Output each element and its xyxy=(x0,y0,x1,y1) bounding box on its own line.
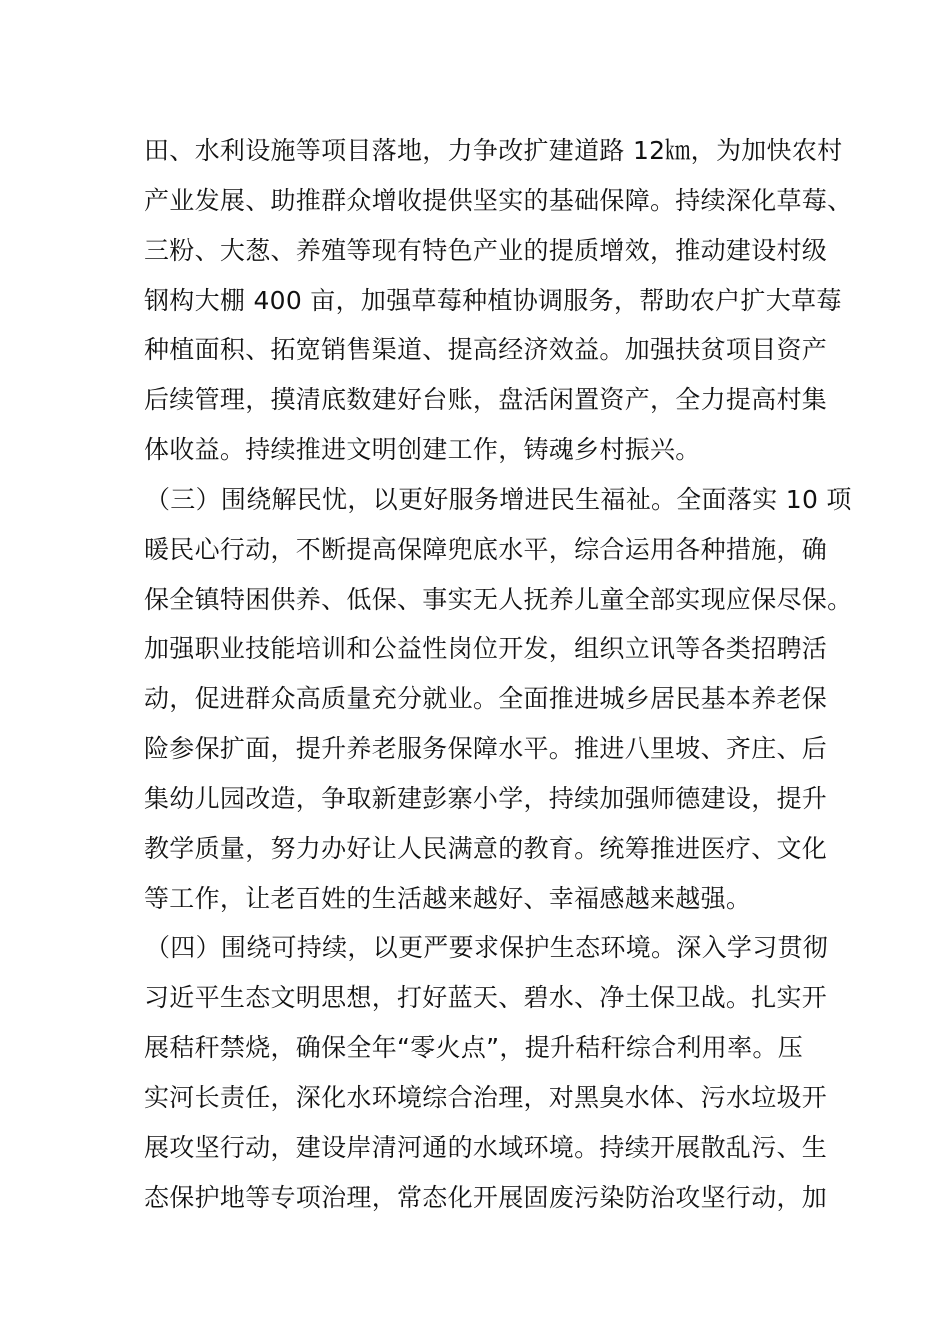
text-line: 动，促进群众高质量充分就业。全面推进城乡居民基本养老保 xyxy=(144,684,828,713)
section-heading-line: （四）围绕可持续，以更严要求保护生态环境。深入学习贯彻 xyxy=(145,933,829,962)
text-line: 展攻坚行动，建设岸清河通的水域环境。持续开展散乱污、生 xyxy=(144,1133,828,1162)
text-line: 集幼儿园改造，争取新建彭寨小学，持续加强师德建设，提升 xyxy=(144,784,828,813)
text-line: 等工作，让老百姓的生活越来越好、幸福感越来越强。 xyxy=(144,884,752,913)
text-line: 田、水利设施等项目落地，力争改扩建道路 12㎞，为加快农村 xyxy=(144,136,843,165)
text-line: 态保护地等专项治理，常态化开展固废污染防治攻坚行动，加 xyxy=(144,1183,828,1212)
text-line: 三粉、大葱、养殖等现有特色产业的提质增效，推动建设村级 xyxy=(144,236,828,265)
text-line: 实河长责任，深化水环境综合治理，对黑臭水体、污水垃圾开 xyxy=(144,1083,828,1112)
text-line: 后续管理，摸清底数建好台账，盘活闲置资产，全力提高村集 xyxy=(144,385,828,414)
section-heading-line: （三）围绕解民忧，以更好服务增进民生福祉。全面落实 10 项 xyxy=(145,485,852,514)
text-line: 习近平生态文明思想，打好蓝天、碧水、净土保卫战。扎实开 xyxy=(144,983,828,1012)
text-line: 暖民心行动，不断提高保障兜底水平，综合运用各种措施，确 xyxy=(144,535,828,564)
text-line: 体收益。持续推进文明创建工作，铸魂乡村振兴。 xyxy=(144,435,701,464)
text-line: 种植面积、拓宽销售渠道、提高经济效益。加强扶贫项目资产 xyxy=(144,335,828,364)
text-line: 钢构大棚 400 亩，加强草莓种植协调服务，帮助农户扩大草莓 xyxy=(144,286,842,315)
text-line: 教学质量，努力办好让人民满意的教育。统筹推进医疗、文化 xyxy=(144,834,828,863)
text-line: 加强职业技能培训和公益性岗位开发，组织立讯等各类招聘活 xyxy=(144,634,828,663)
text-line: 产业发展、助推群众增收提供坚实的基础保障。持续深化草莓、 xyxy=(144,186,853,215)
text-line: 险参保扩面，提升养老服务保障水平。推进八里坡、齐庄、后 xyxy=(144,734,828,763)
text-line: 保全镇特困供养、低保、事实无人抚养儿童全部实现应保尽保。 xyxy=(144,585,853,614)
text-line: 展秸秆禁烧，确保全年“零火点”，提升秸秆综合利用率。压 xyxy=(144,1033,804,1062)
